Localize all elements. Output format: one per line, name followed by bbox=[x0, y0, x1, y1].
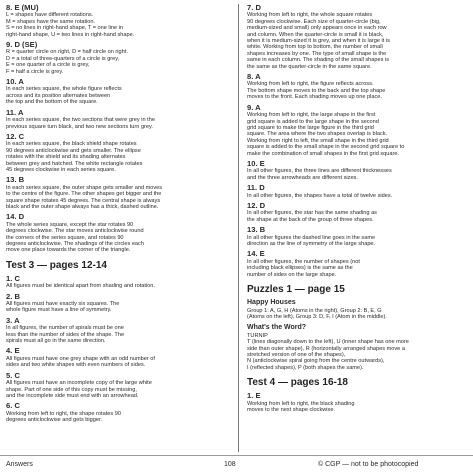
answer-explanation-line: In all figures, the number of spirals must be one bbox=[6, 325, 124, 332]
answer-explanation-line: to the centre of the figure. The other shapes get bigger and the bbox=[6, 191, 162, 198]
answer-heading: 1. C bbox=[6, 273, 20, 283]
footer-copyright: © CGP — not to be photocopied bbox=[318, 461, 419, 468]
answer-explanation-line: black and the outer shape always has a thick, dashed outline. bbox=[6, 203, 159, 210]
answer-explanation-line: In each series square, the whole figure reflects bbox=[6, 86, 122, 93]
answer-explanation-line: In each series square, the outer shape gets smaller and moves bbox=[6, 184, 163, 191]
answer-explanation-line: In all other figures, the number of shapes (not bbox=[247, 258, 360, 265]
puzzle-answer-block bbox=[247, 333, 461, 371]
puzzle-subheading: What's the Word? bbox=[247, 323, 307, 331]
answer-heading: 13. B bbox=[6, 175, 25, 185]
answer-explanation-line: F = half a circle is grey. bbox=[6, 68, 64, 75]
answer-heading: 9. D (SE) bbox=[6, 40, 38, 50]
answer-block bbox=[6, 402, 220, 423]
answer-heading: 8. A bbox=[247, 72, 261, 82]
puzzle-subheading: Happy Houses bbox=[247, 299, 296, 307]
answer-block bbox=[247, 250, 461, 278]
right-column bbox=[247, 4, 461, 417]
answer-heading: 4. E bbox=[6, 346, 20, 356]
puzzle-answer-line: T (lines diagonally down to the left), U (inner shape has one more bbox=[247, 339, 409, 346]
answer-explanation-line: 90 degrees anticlockwise and gets smaller. The ellipse bbox=[6, 147, 141, 154]
answer-explanation-line: degrees anticlockwise and gets bigger. bbox=[6, 417, 103, 424]
answer-block bbox=[6, 176, 220, 210]
answer-explanation-line: and the incomplete side must end with an arrowhead. bbox=[6, 392, 139, 399]
answer-heading: 13. B bbox=[247, 225, 266, 235]
answer-block bbox=[6, 372, 220, 400]
answer-block bbox=[247, 226, 461, 247]
answer-explanation-line: All figures must have an incomplete copy of the large white bbox=[6, 380, 152, 387]
section-heading: Puzzles 1 — page 15 bbox=[247, 284, 345, 296]
answer-explanation-line: move one place towards the corner of the triangle. bbox=[6, 247, 131, 254]
answer-explanation-line: E = one quarter of a circle is grey, bbox=[6, 62, 90, 69]
answer-explanation-line: moves to the front. Each shading moves up one place. bbox=[247, 94, 382, 101]
page-footer bbox=[0, 455, 473, 474]
answer-explanation-line: the corners of the series square, and rotates 90 bbox=[6, 234, 124, 241]
answer-heading: 14. D bbox=[6, 212, 25, 222]
puzzle-answer-line: side than outer shape), R (horizontally arranged shapes move a bbox=[247, 345, 405, 352]
answer-explanation-line: shape. Part of one side of this copy must be missing, bbox=[6, 386, 137, 393]
puzzle-answer-line: (Atoms on the left), Group 3: D, F, I (Atom in the middle). bbox=[247, 314, 387, 321]
answer-explanation-line: square is added to the small shape in the second grid square to bbox=[247, 144, 405, 151]
answer-explanation-line: M = shapes have the same rotation. bbox=[6, 18, 96, 25]
answer-explanation-line: All figures must have exactly six squares. The bbox=[6, 301, 120, 308]
answer-heading: 14. E bbox=[247, 249, 265, 259]
answer-explanation-line: 45 degrees clockwise in each series square. bbox=[6, 166, 116, 173]
answer-explanation-line: Working from left to right, the large shape in the first bbox=[247, 112, 376, 119]
answer-heading: 12. C bbox=[6, 131, 25, 141]
answer-explanation-line: shapes increases by one. The type of small shape is the bbox=[247, 50, 387, 57]
answer-block bbox=[6, 109, 220, 130]
section-heading: Test 3 — pages 12-14 bbox=[6, 259, 107, 271]
puzzle-answer-line: I (reflected shapes), P (both shapes the same). bbox=[247, 364, 364, 371]
puzzle-answer-line: stretched version of one of the shapes), bbox=[247, 352, 346, 359]
answer-heading: 10. E bbox=[247, 158, 265, 168]
answer-heading: 7. D bbox=[247, 3, 261, 12]
answer-explanation-line: grid square is added to the large shape in the second bbox=[247, 118, 379, 125]
answer-explanation-line: the top and the bottom of the square. bbox=[6, 99, 98, 106]
answer-explanation-line: Working from left to right, the black shading bbox=[247, 400, 355, 407]
answer-explanation-line: white. Working from top to bottom, the number of small bbox=[247, 44, 383, 51]
answer-explanation-line: In each series square, the black shield shape rotates bbox=[6, 141, 137, 148]
puzzle-answer-block bbox=[247, 308, 461, 321]
section-heading: Test 4 — pages 16-18 bbox=[247, 377, 348, 389]
answer-explanation-line: between grey and hatched. The white rectangle rotates bbox=[6, 160, 143, 167]
answer-block bbox=[247, 160, 461, 181]
answer-block bbox=[6, 317, 220, 345]
answer-block bbox=[6, 78, 220, 106]
answer-explanation-line: medium-sized and small) only appears once in each row bbox=[247, 25, 387, 32]
answer-block bbox=[6, 213, 220, 253]
answer-explanation-line: and the three arrowheads are different sizes. bbox=[247, 174, 358, 181]
answer-heading: 2. B bbox=[6, 291, 20, 301]
answer-explanation-line: across and its position alternates between bbox=[6, 92, 111, 99]
answer-explanation-line: and column. When the quarter-circle is small it is black, bbox=[247, 31, 384, 38]
answer-explanation-line: In all other figures the dashed line goes in the same bbox=[247, 234, 376, 241]
answer-explanation-line: S = no lines in right-hand shape, T = one line in bbox=[6, 25, 124, 32]
answer-explanation-line: R = quarter circle on right, D = half circle on right. bbox=[6, 49, 128, 56]
answer-explanation-line: sides and two white shapes with even numbers of sides. bbox=[6, 362, 146, 369]
answer-explanation-line: 90 degrees clockwise. Each size of quarter-circle (big, bbox=[247, 18, 381, 25]
answer-heading: 3. A bbox=[6, 315, 20, 325]
answer-block bbox=[6, 347, 220, 368]
answer-explanation-line: the shape at the back of the group of three shapes. bbox=[247, 216, 374, 223]
column-divider bbox=[238, 4, 239, 452]
answer-block bbox=[6, 41, 220, 75]
answer-explanation-line: same in each column. The shading of the small shapes is bbox=[247, 57, 389, 64]
answer-explanation-line: including black ellipses) is the same as the bbox=[247, 265, 353, 272]
answer-explanation-line: grid square to make the large figure in the third grid bbox=[247, 124, 374, 131]
answer-explanation-line: spirals must all go in the same direction. bbox=[6, 338, 106, 345]
answer-explanation-line: Working from right to left, the small shape in the third grid bbox=[247, 137, 389, 144]
answer-block bbox=[247, 392, 461, 413]
answer-explanation-line: Working from left to right, the shape rotates 90 bbox=[6, 410, 121, 417]
answer-explanation-line: right-hand shape, U = two lines in right-hand shape. bbox=[6, 31, 135, 38]
answer-explanation-line: moves to the next shape clockwise. bbox=[247, 407, 335, 414]
answer-explanation-line: Working from left to right, the figure reflects across. bbox=[247, 81, 374, 88]
answer-heading: 1. E bbox=[247, 391, 261, 401]
answer-block bbox=[247, 4, 461, 70]
answer-explanation-line: In all other figures, the star has the same shading as bbox=[247, 210, 377, 217]
answer-explanation-line: In each series square, the two sections that were grey in the bbox=[6, 117, 155, 124]
answer-explanation-line: L = shapes have different rotations. bbox=[6, 12, 94, 19]
answer-explanation-line: rotates with the shield and its shading alternates bbox=[6, 154, 126, 161]
answer-block bbox=[6, 133, 220, 173]
answer-explanation-line: the same as the quarter-circle in the same square. bbox=[247, 63, 372, 70]
left-column bbox=[6, 4, 220, 427]
answer-explanation-line: degrees anticlockwise. The shadings of the circles each bbox=[6, 241, 144, 247]
answer-heading: 11. A bbox=[6, 107, 24, 117]
answer-explanation-line: degrees clockwise. The star moves anticlockwise round bbox=[6, 228, 144, 235]
answer-explanation-line: previous square turn black, and two new sections turn grey. bbox=[6, 123, 153, 130]
answer-explanation-line: whole figure must have a line of symmetry. bbox=[6, 307, 112, 314]
answer-block bbox=[6, 4, 220, 38]
puzzle-answer-line: TURNIP bbox=[247, 332, 268, 339]
answer-explanation-line: less than the number of sides of the shape. The bbox=[6, 331, 125, 338]
answer-block bbox=[247, 202, 461, 223]
answer-explanation-line: Working from left to right, the whole square rotates bbox=[247, 12, 373, 19]
answer-block bbox=[247, 184, 461, 199]
answer-block bbox=[6, 275, 220, 290]
answer-explanation-line: In all other figures, the shapes have a total of twelve sides. bbox=[247, 192, 393, 199]
answer-heading: 10. A bbox=[6, 77, 24, 87]
answer-heading: 5. C bbox=[6, 370, 20, 380]
answer-explanation-line: square shape rotates 45 degrees. The central shape is always bbox=[6, 197, 161, 204]
puzzle-answer-line: N (anticlockwise spiral going from the centre outwards), bbox=[247, 358, 385, 365]
answer-heading: 12. D bbox=[247, 200, 266, 210]
answer-block bbox=[6, 293, 220, 314]
answer-explanation-line: The whole series square, except the star rotates 90 bbox=[6, 221, 134, 228]
answer-explanation-line: All figures must be identical apart from shading and rotation. bbox=[6, 283, 155, 290]
answer-explanation-line: All figures must have one grey shape with an odd number of bbox=[6, 355, 155, 362]
puzzle-answer-line: Group 1: A, G, H (Atoms in the right), Group 2: B, E, G bbox=[247, 308, 382, 315]
answer-explanation-line: D = a total of three-quarters of a circle is grey, bbox=[6, 55, 120, 62]
answer-explanation-line: The bottom shape moves to the back and the top shape bbox=[247, 87, 386, 94]
answer-explanation-line: square. The area where the two shapes overlap is black. bbox=[247, 131, 388, 138]
answer-block bbox=[247, 104, 461, 157]
answer-explanation-line: direction as the line of symmetry of the large shape. bbox=[247, 241, 376, 247]
answer-heading: 6. C bbox=[6, 401, 20, 411]
footer-section-label: Answers bbox=[6, 461, 33, 468]
answer-heading: 9. A bbox=[247, 102, 261, 112]
answer-heading: 11. D bbox=[247, 183, 265, 193]
answer-explanation-line: make the combination of small shapes in the first grid square. bbox=[247, 150, 400, 157]
answer-block bbox=[247, 73, 461, 101]
answer-explanation-line: number of sides on the large shape. bbox=[247, 271, 337, 278]
footer-page-number: 108 bbox=[224, 461, 236, 468]
answer-explanation-line: when it is medium-sized it is grey, and when it is large it is bbox=[247, 38, 390, 45]
answer-heading: 8. E (MU) bbox=[6, 3, 39, 12]
answer-explanation-line: In all other figures, the three lines are different thicknesses bbox=[247, 168, 392, 175]
